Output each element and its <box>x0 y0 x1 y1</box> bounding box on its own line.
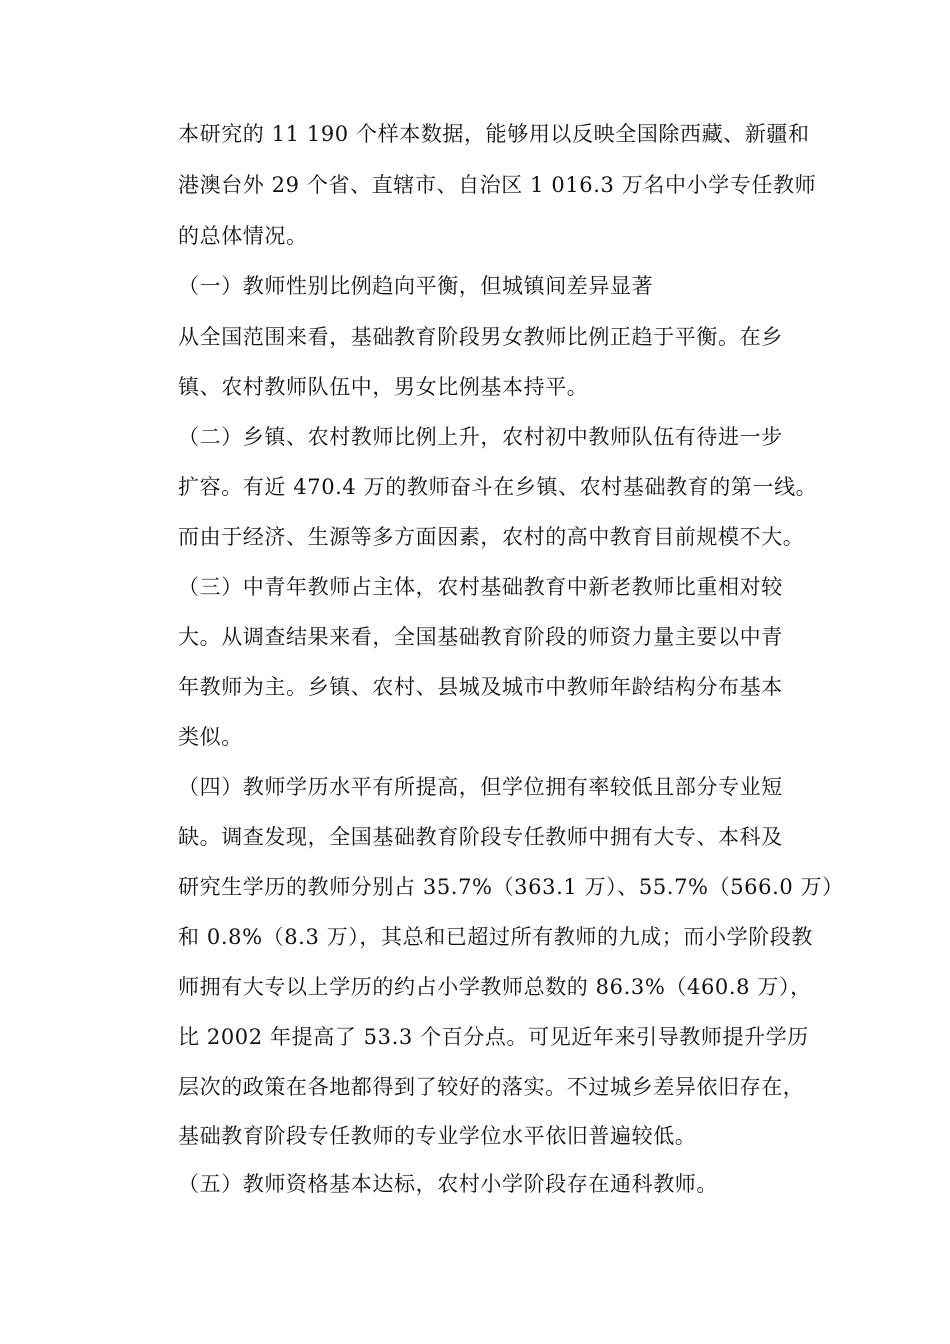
section-heading-4: （四）教师学历水平有所提高，但学位拥有率较低且部分专业短 <box>178 775 783 799</box>
text-line-11: 大。从调查结果来看，全国基础教育阶段的师资力量主要以中青 <box>178 625 783 649</box>
text-line-17: 和 0.8%（8.3 万），其总和已超过所有教师的九成；而小学阶段教 <box>178 925 813 949</box>
section-heading-2: （二）乡镇、农村教师比例上升，农村初中教师队伍有待进一步 <box>178 425 783 449</box>
text-line-15: 缺。调查发现，全国基础教育阶段专任教师中拥有大专、本科及 <box>178 825 783 849</box>
text-line-3: 的总体情况。 <box>178 224 308 248</box>
text-line-6: 镇、农村教师队伍中，男女比例基本持平。 <box>178 375 589 399</box>
text-line-21: 基础教育阶段专任教师的专业学位水平依旧普遍较低。 <box>178 1124 697 1148</box>
text-line-8: 扩容。有近 470.4 万的教师奋斗在乡镇、农村基础教育的第一线。 <box>178 475 818 499</box>
text-line-20: 层次的政策在各地都得到了较好的落实。不过城乡差异依旧存在， <box>178 1075 805 1099</box>
text-line-18: 师拥有大专以上学历的约占小学教师总数的 86.3%（460.8 万）， <box>178 975 812 999</box>
text-line-9: 而由于经济、生源等多方面因素，农村的高中教育目前规模不大。 <box>178 525 805 549</box>
text-line-12: 年教师为主。乡镇、农村、县城及城市中教师年龄结构分布基本 <box>178 675 783 699</box>
section-heading-5: （五）教师资格基本达标，农村小学阶段存在通科教师。 <box>178 1172 718 1196</box>
text-line-5: 从全国范围来看，基础教育阶段男女教师比例正趋于平衡。在乡 <box>178 325 783 349</box>
text-line-19: 比 2002 年提高了 53.3 个百分点。可见近年来引导教师提升学历 <box>178 1025 809 1049</box>
text-line-1: 本研究的 11 190 个样本数据，能够用以反映全国除西藏、新疆和 <box>178 122 810 146</box>
text-line-13: 类似。 <box>178 725 243 749</box>
section-heading-1: （一）教师性别比例趋向平衡，但城镇间差异显著 <box>178 274 654 298</box>
section-heading-3: （三）中青年教师占主体，农村基础教育中新老教师比重相对较 <box>178 575 783 599</box>
text-line-16: 研究生学历的教师分别占 35.7%（363.1 万）、55.7%（566.0 万） <box>178 875 844 899</box>
text-line-2: 港澳台外 29 个省、直辖市、自治区 1 016.3 万名中小学专任教师 <box>178 173 817 197</box>
